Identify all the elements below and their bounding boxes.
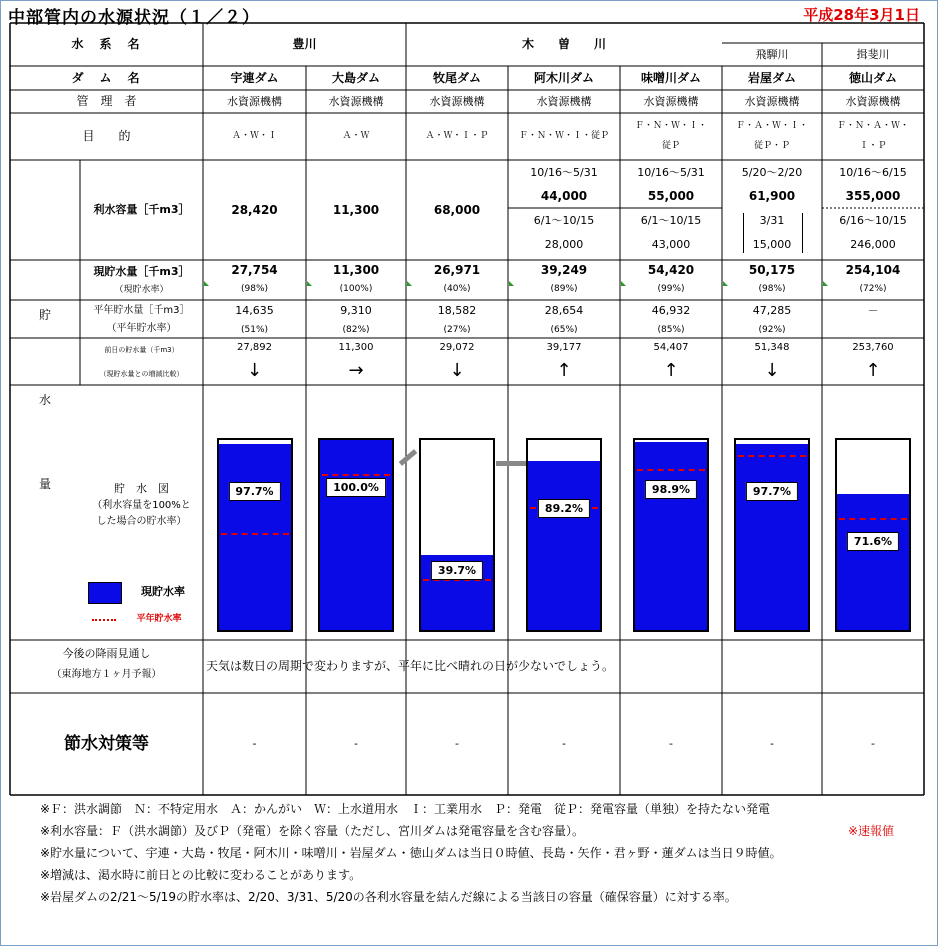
label-storage-side	[10, 160, 80, 640]
connector-mark	[496, 461, 526, 466]
dam-current-rate: (98%)	[758, 283, 786, 294]
cell-marker	[621, 281, 626, 286]
dam-name: 徳山ダム	[848, 70, 897, 85]
trend-arrow: ↓	[764, 360, 780, 382]
storage-rate-label: 100.0%	[326, 478, 386, 497]
dam-name: 味噌川ダム	[640, 70, 701, 85]
dam-purpose: Ａ・Ｗ	[342, 131, 370, 142]
dam-purpose: Ｆ・Ｎ・Ｗ・Ｉ・従Ｐ	[518, 131, 609, 142]
storage-rate-label: 97.7%	[746, 482, 798, 501]
dam-purpose-1: Ｆ・Ｎ・Ａ・Ｗ・	[836, 120, 909, 131]
label-manager: 管 理 者	[76, 94, 137, 109]
storage-rate-label: 39.7%	[431, 561, 483, 580]
label-prev: 前日の貯水量（千m3）	[104, 345, 179, 354]
dam-cap-value-2: 15,000	[752, 238, 792, 252]
dam-current: 39,249	[540, 262, 588, 277]
dam-manager: 水資源機構	[643, 94, 699, 108]
dam-purpose: Ａ・Ｗ・Ｉ・Ｐ	[425, 131, 489, 142]
dam-avg: 14,635	[235, 304, 274, 318]
storage-bar-fill	[528, 461, 600, 630]
report-date: 平成28年3月1日	[803, 6, 920, 24]
trend-arrow: ↓	[246, 360, 263, 382]
dam-manager: 水資源機構	[429, 94, 485, 108]
cell-marker	[823, 281, 828, 286]
dam-cap-period-2: 6/1～10/15	[533, 214, 595, 228]
dam-avg: 9,310	[340, 304, 372, 318]
dam-cap-period-1: 10/16～5/31	[530, 166, 598, 180]
dam-cap-value-1: 55,000	[647, 188, 695, 203]
dam-current-rate: (40%)	[443, 283, 471, 294]
dam-prev: 39,177	[546, 342, 582, 353]
dam-purpose-1: Ｆ・Ａ・Ｗ・Ｉ・	[735, 120, 808, 131]
dam-avg-rate: (51%)	[240, 324, 269, 335]
dam-current-rate: (72%)	[859, 283, 887, 294]
storage-bar-fill	[736, 444, 808, 630]
dam-purpose: Ａ・Ｗ・Ｉ	[231, 131, 277, 142]
dam-name: 宇連ダム	[230, 70, 279, 85]
capacity-bracket	[743, 213, 803, 253]
dam-manager: 水資源機構	[744, 94, 800, 108]
dam-capacity: 68,000	[433, 202, 481, 217]
dam-purpose-2: Ｉ・Ｐ	[859, 140, 887, 151]
average-rate-line	[322, 474, 390, 476]
dam-cap-period-2: 6/16～10/15	[839, 214, 907, 228]
dam-cap-value-2: 246,000	[850, 238, 896, 252]
storage-bar-fill	[219, 444, 291, 630]
dam-current-rate: (98%)	[240, 283, 269, 294]
label-avg: 平年貯水量［千m3］	[93, 305, 190, 316]
storage-rate-label: 89.2%	[538, 499, 590, 518]
label-measures: 節水対策等	[64, 733, 149, 754]
storage-bar	[734, 438, 810, 632]
dam-cap-period-1: 10/16～6/15	[839, 166, 907, 180]
dam-measure: -	[252, 737, 257, 751]
trend-arrow: ↑	[663, 360, 679, 382]
dam-manager: 水資源機構	[227, 94, 282, 108]
dam-prev: 29,072	[439, 342, 475, 353]
system-ibigawa: 揖斐川	[856, 47, 890, 61]
label-purpose: 目 的	[82, 129, 131, 144]
dam-avg-rate: (92%)	[758, 324, 786, 335]
dam-manager: 水資源機構	[845, 94, 901, 108]
dam-avg-rate: (85%)	[657, 324, 685, 335]
dam-cap-period-2: 3/31	[759, 214, 785, 228]
average-rate-line	[221, 533, 289, 535]
preliminary-note: ※速報値	[848, 824, 895, 838]
average-rate-line	[738, 455, 806, 457]
dam-manager: 水資源機構	[536, 94, 592, 108]
chart-sub-1: （利水容量を100%と	[92, 500, 191, 511]
storage-bar	[419, 438, 495, 632]
dam-capacity: 11,300	[332, 202, 380, 217]
dam-cap-value-1: 355,000	[845, 188, 901, 203]
note-line-1: ※Ｆ：洪水調節 Ｎ：不特定用水 Ａ：かんがい Ｗ：上水道用水 Ｉ：工業用水 Ｐ：発電 従Ｐ：発電容量（単独）を持たない発電	[40, 802, 771, 816]
dam-measure: -	[562, 737, 566, 751]
forecast-text: 天気は数日の周期で変わりますが、平年に比べ晴れの日が少ないでしょう。	[206, 659, 615, 674]
cell-marker	[723, 281, 728, 286]
dam-avg: 46,932	[651, 304, 691, 318]
chart-title: 貯 水 図	[114, 482, 169, 496]
dam-measure: -	[669, 737, 673, 751]
storage-bar	[633, 438, 709, 632]
note-line-5: ※岩屋ダムの2/21～5/19の貯水率は、2/20、3/31、5/20の各利水容量を結んだ線による当該日の容量（確保容量）に対する率。	[40, 890, 737, 904]
dam-prev: 51,348	[754, 342, 790, 353]
dam-current-rate: (100%)	[339, 283, 373, 294]
average-rate-line	[637, 469, 705, 471]
dam-prev: 27,892	[237, 342, 272, 353]
dam-current: 27,754	[231, 262, 278, 277]
storage-side-char: 量	[38, 477, 51, 492]
label-prev-cmp: （現貯水量との増減比較）	[99, 369, 184, 378]
dam-cap-period-2: 6/1～10/15	[640, 214, 702, 228]
trend-arrow: ↑	[556, 360, 572, 382]
label-current-rate: （現貯水率）	[114, 284, 169, 295]
label-avg-rate: （平年貯水率）	[106, 323, 177, 334]
dam-avg: 47,285	[752, 304, 792, 318]
storage-bar-fill	[320, 440, 392, 630]
cell-marker	[407, 281, 412, 286]
dam-manager: 水資源機構	[328, 94, 384, 108]
note-line-3: ※貯水量について、宇連・大島・牧尾・阿木川・味噌川・岩屋ダム・徳山ダムは当日０時値、長島・矢作・君ヶ野・蓮ダムは当日９時値。	[40, 846, 782, 860]
dam-cap-period-1: 10/16～5/31	[637, 166, 705, 180]
storage-rate-label: 97.7%	[228, 482, 280, 501]
dam-current: 50,175	[748, 262, 796, 277]
chart-sub-2: した場合の貯水率）	[96, 516, 187, 527]
dam-prev: 11,300	[338, 342, 374, 353]
cell-marker	[204, 281, 209, 286]
dam-cap-value-2: 28,000	[544, 238, 584, 252]
dam-avg: 28,654	[544, 304, 584, 318]
dam-avg-rate: (82%)	[342, 324, 370, 335]
dam-avg: －	[867, 304, 879, 318]
storage-bar	[526, 438, 602, 632]
page-title: 中部管内の水源状況（１／２）	[8, 8, 260, 28]
dam-purpose-1: Ｆ・Ｎ・Ｗ・Ｉ・	[634, 120, 707, 131]
label-capacity: 利水容量［千m3］	[93, 203, 190, 217]
label-current: 現貯水量［千m3］	[93, 265, 190, 279]
dam-capacity: 28,420	[231, 202, 278, 217]
dam-current-rate: (89%)	[550, 283, 578, 294]
dam-prev: 54,407	[653, 342, 689, 353]
system-toyokawa: 豊川	[292, 37, 317, 52]
dam-cap-value-1: 61,900	[748, 188, 796, 203]
trend-arrow: →	[348, 360, 364, 382]
storage-bar-fill	[837, 494, 909, 630]
dam-current: 26,971	[433, 262, 481, 277]
storage-rate-label: 71.6%	[847, 532, 899, 551]
dam-current-rate: (99%)	[657, 283, 685, 294]
dam-prev: 253,760	[852, 342, 894, 353]
dam-purpose-2: 従Ｐ・Ｐ	[753, 140, 790, 151]
legend-avg-swatch	[92, 619, 116, 621]
dam-cap-value-1: 44,000	[540, 188, 588, 203]
label-forecast-2: （東海地方１ヶ月予報）	[51, 669, 162, 680]
dam-cap-period-1: 5/20～2/20	[741, 166, 803, 180]
dam-avg: 18,582	[437, 304, 477, 318]
legend-current-swatch	[88, 582, 122, 604]
dam-measure: -	[455, 737, 459, 751]
note-line-4: ※増減は、渇水時に前日との比較に変わることがあります。	[40, 868, 362, 882]
label-system: 水 系 名	[71, 37, 142, 52]
cell-marker	[509, 281, 514, 286]
dam-current: 54,420	[647, 262, 695, 277]
storage-side-char: 水	[38, 392, 51, 407]
dam-measure: -	[770, 737, 774, 751]
legend-avg-label: 平年貯水率	[136, 613, 182, 624]
legend-current-label: 現貯水率	[141, 585, 185, 599]
storage-rate-label: 98.9%	[645, 480, 697, 499]
dam-cap-value-2: 43,000	[651, 238, 691, 252]
dam-name: 大島ダム	[331, 70, 380, 85]
dam-purpose-2: 従Ｐ	[661, 140, 680, 151]
dam-avg-rate	[822, 321, 924, 339]
label-forecast-1: 今後の降雨見通し	[62, 647, 151, 661]
label-dam: ダ ム 名	[71, 70, 142, 85]
dam-current: 254,104	[845, 262, 901, 277]
dam-measure: -	[354, 737, 358, 751]
average-rate-line	[839, 518, 907, 520]
dam-avg-rate: (65%)	[550, 324, 578, 335]
storage-side-char: 貯	[38, 308, 51, 323]
dam-name: 岩屋ダム	[747, 70, 796, 85]
storage-bar	[217, 438, 293, 632]
dam-name: 阿木川ダム	[533, 70, 594, 85]
trend-arrow: ↑	[865, 360, 881, 382]
system-hidagawa: 飛騨川	[755, 47, 789, 61]
note-line-2: ※利水容量：Ｆ（洪水調節）及びＰ（発電）を除く容量（ただし、宮川ダムは発電容量を含む容量）。	[40, 824, 585, 838]
dam-name: 牧尾ダム	[432, 70, 481, 85]
system-kisogawa: 木 曽 川	[521, 37, 606, 52]
dam-avg-rate: (27%)	[443, 324, 471, 335]
cell-marker	[307, 281, 312, 286]
trend-arrow: ↓	[449, 360, 465, 382]
dam-current: 11,300	[332, 262, 380, 277]
storage-bar	[318, 438, 394, 632]
dam-measure: -	[871, 737, 875, 751]
